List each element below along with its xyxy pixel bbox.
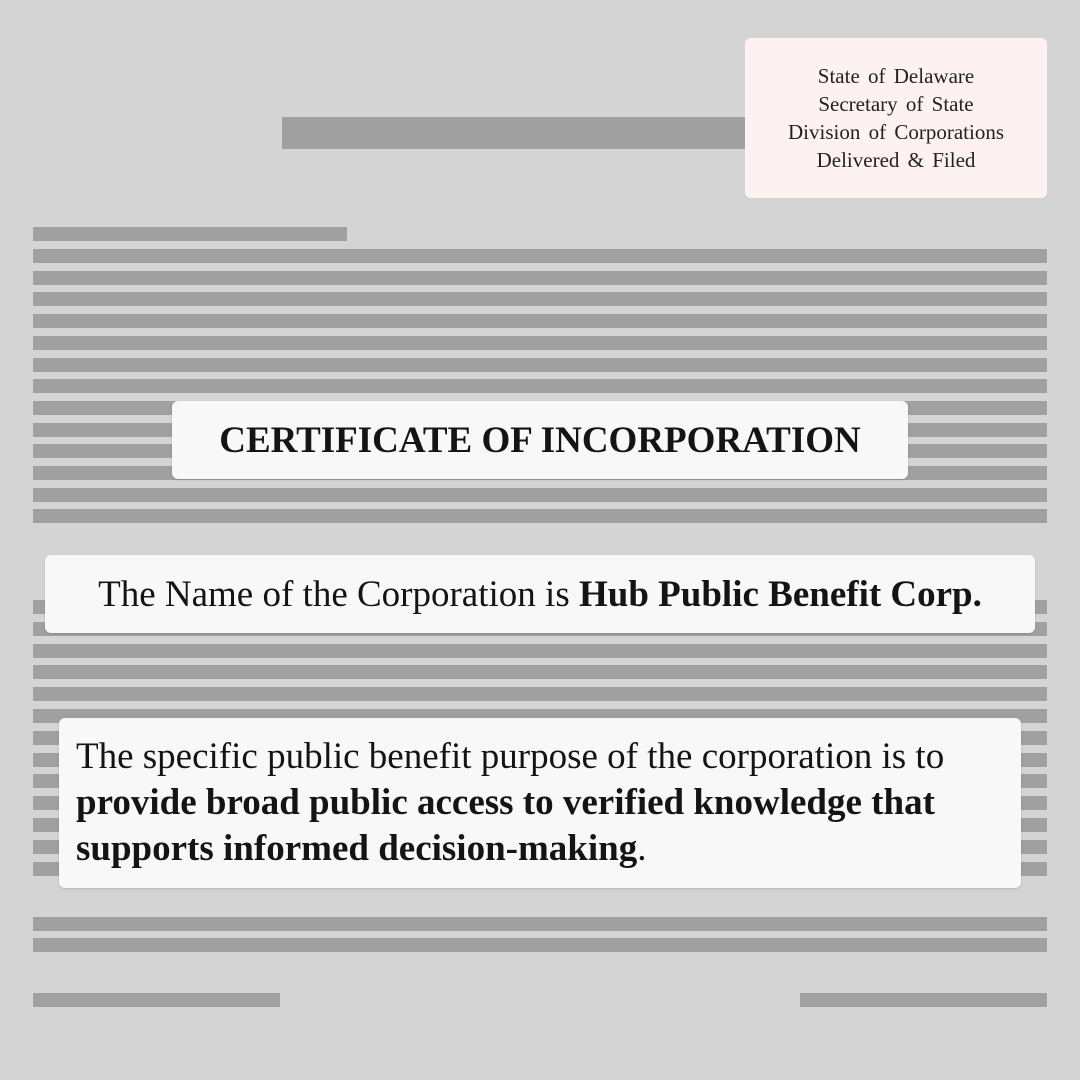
redaction-bar [33,358,1047,372]
redaction-bar [33,687,1047,701]
redaction-bar [33,314,1047,328]
redaction-bar [282,117,745,149]
redaction-bar [33,938,1047,952]
document-title: CERTIFICATE OF INCORPORATION [219,419,861,461]
redaction-bar [33,227,347,241]
redaction-bar [800,993,1047,1007]
redaction-bar [33,488,1047,502]
corporation-name-card [45,555,1035,633]
public-benefit-purpose-card [59,718,1021,888]
stamp-line: Secretary of State [818,92,974,116]
purpose-suffix: . [637,828,647,869]
redaction-bar [33,336,1047,350]
redaction-bar [33,509,1047,523]
redaction-bar [33,271,1047,285]
redaction-bar [33,993,280,1007]
purpose-prefix: The specific public benefit purpose of the corporation is to [76,736,945,777]
document-title-card [172,401,908,479]
redaction-bar [33,917,1047,931]
filing-stamp [745,38,1047,198]
redaction-bar [33,249,1047,263]
redaction-bar [33,292,1047,306]
redaction-bar [33,644,1047,658]
stamp-line: Division of Corporations [788,120,1004,144]
purpose-text: provide broad public access to verified knowledge that supports informed decision-making [76,782,935,869]
stamp-line: State of Delaware [817,64,975,88]
corporation-name: Hub Public Benefit Corp. [578,573,982,615]
name-prefix: The Name of the Corporation is [98,573,579,615]
redaction-bar [33,665,1047,679]
stamp-line: Delivered & Filed [816,148,976,172]
name-statement [98,573,982,616]
redaction-bar [33,379,1047,393]
